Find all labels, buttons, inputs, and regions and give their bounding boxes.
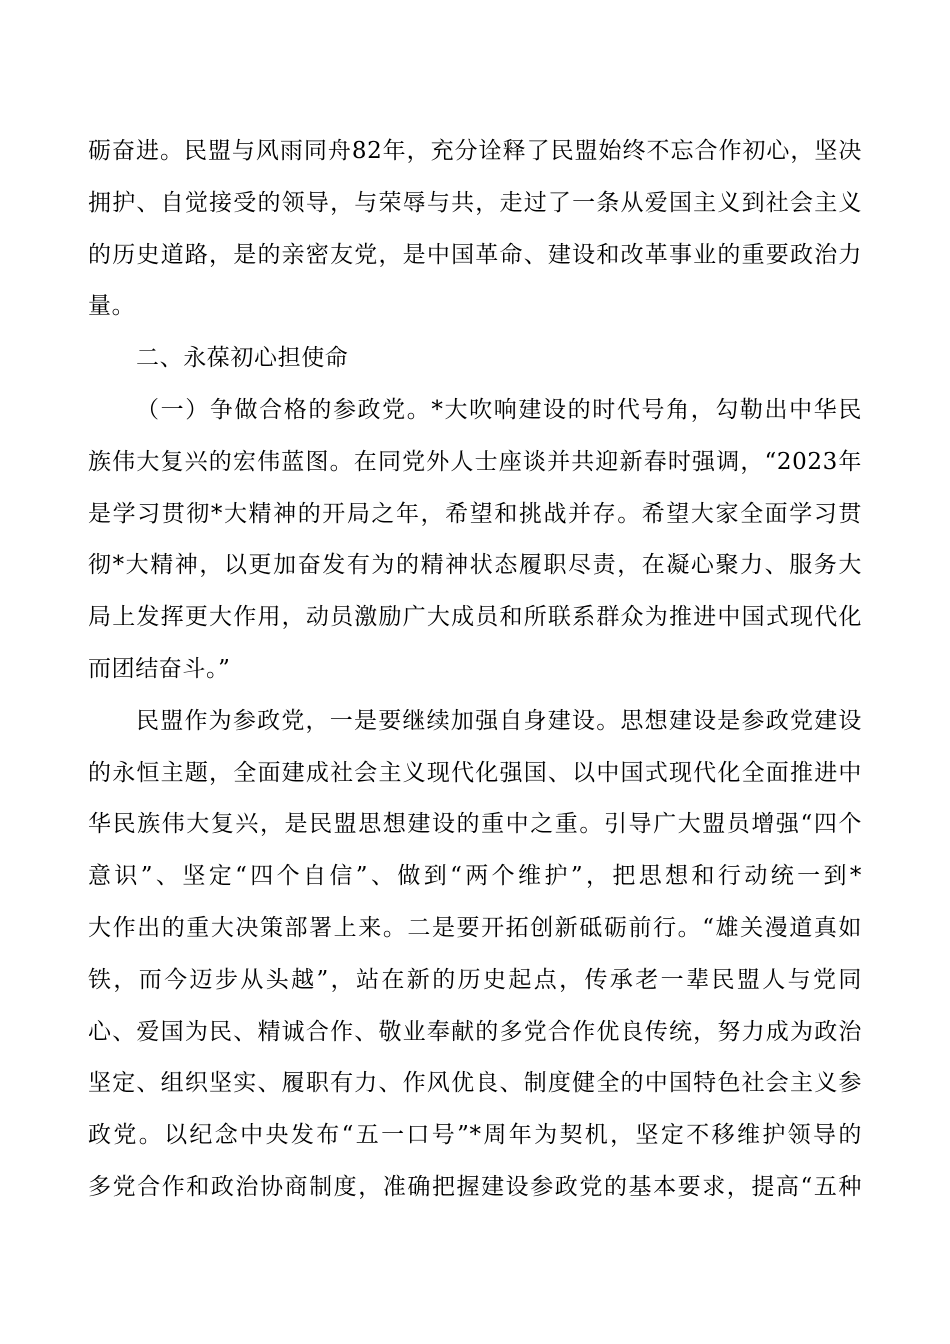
document-body	[88, 126, 862, 1214]
subsection-heading-line: （一）争做合格的参政党。*大吹响建设的时代号角，勾勒出中华民	[136, 396, 862, 423]
text-line: 拥护、自觉接受的领导，与荣辱与共，走过了一条从爱国主义到社会主义	[88, 189, 862, 216]
section-heading: 二、永葆初心担使命	[136, 345, 349, 372]
text-line: 砺奋进。民盟与风雨同舟82年，充分诠释了民盟始终不忘合作初心，坚决	[88, 138, 862, 164]
text-line: 大作出的重大决策部署上来。二是要开拓创新砥砺前行。“雄关漫道真如	[88, 914, 862, 941]
text-line: 局上发挥更大作用，动员激励广大成员和所联系群众为推进中国式现代化	[88, 604, 862, 631]
text-line: 心、爱国为民、精诚合作、敬业奉献的多党合作优良传统，努力成为政治	[88, 1018, 862, 1045]
text-line: 华民族伟大复兴，是民盟思想建设的重中之重。引导广大盟员增强“四个	[88, 811, 862, 838]
text-line: 意识”、坚定“四个自信”、做到“两个维护”，把思想和行动统一到*	[88, 863, 862, 890]
text-line: 族伟大复兴的宏伟蓝图。在同党外人士座谈并共迎新春时强调，“2023年	[88, 448, 862, 475]
text-line: 而团结奋斗。”	[88, 655, 231, 682]
text-line: 坚定、组织坚实、履职有力、作风优良、制度健全的中国特色社会主义参	[88, 1070, 862, 1097]
text-line: 的永恒主题，全面建成社会主义现代化强国、以中国式现代化全面推进中	[88, 759, 862, 786]
text-line: 量。	[88, 293, 136, 320]
text-line: 铁，而今迈步从头越”，站在新的历史起点，传承老一辈民盟人与党同	[88, 966, 862, 993]
text-line: 是学习贯彻*大精神的开局之年，希望和挑战并存。希望大家全面学习贯	[88, 500, 862, 527]
text-line: 的历史道路，是的亲密友党，是中国革命、建设和改革事业的重要政治力	[88, 241, 862, 268]
text-line: 彻*大精神，以更加奋发有为的精神状态履职尽责，在凝心聚力、服务大	[88, 552, 862, 579]
text-line: 多党合作和政治协商制度，准确把握建设参政党的基本要求，提高“五种	[88, 1173, 862, 1200]
text-line: 政党。以纪念中央发布“五一口号”*周年为契机，坚定不移维护领导的	[88, 1122, 862, 1149]
paragraph-first-line: 民盟作为参政党，一是要继续加强自身建设。思想建设是参政党建设	[136, 707, 862, 734]
